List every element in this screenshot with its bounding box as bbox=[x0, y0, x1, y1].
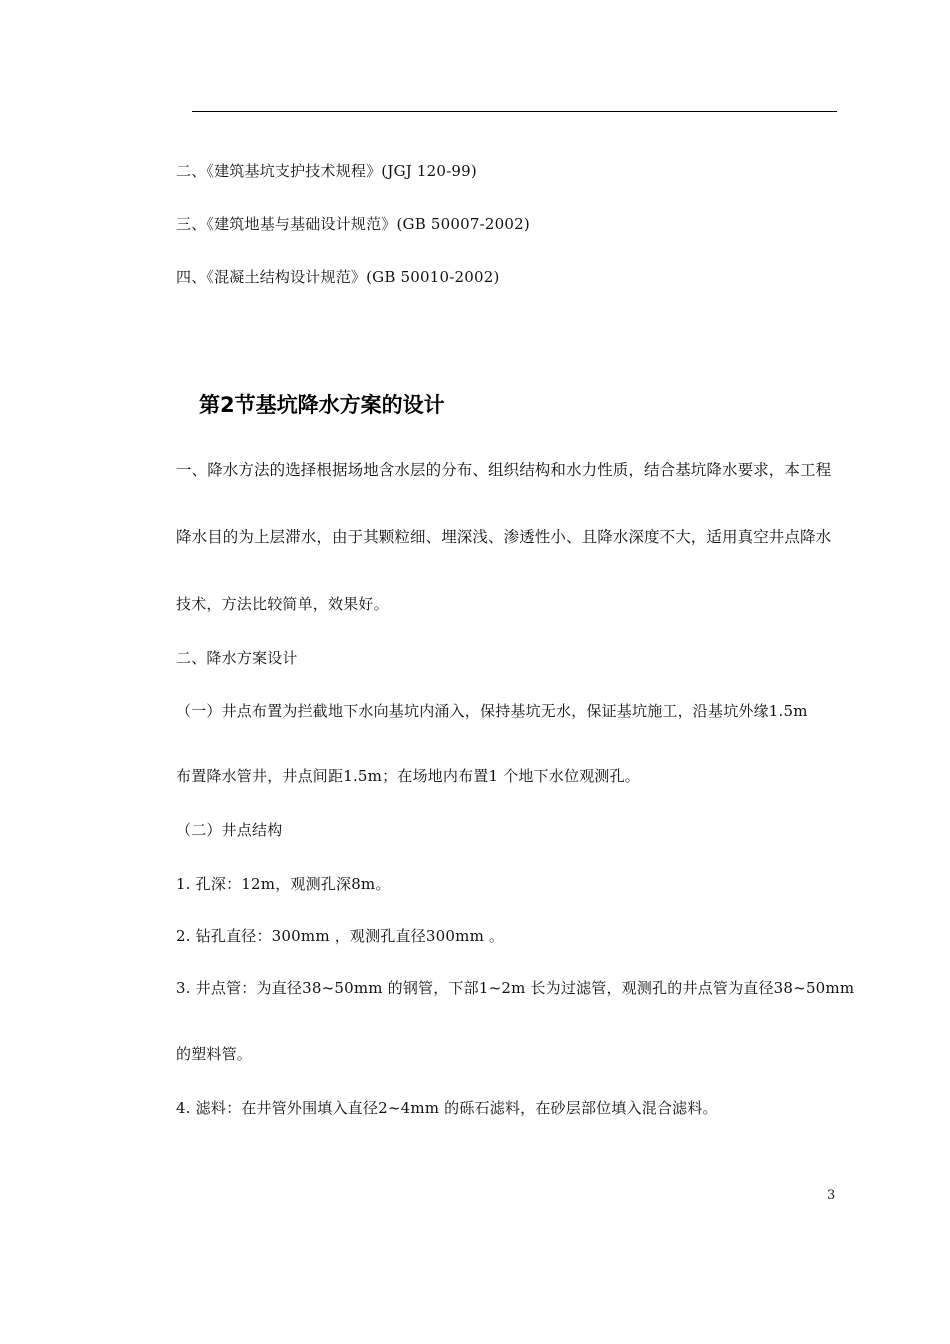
section-heading: 第2节基坑降水方案的设计 bbox=[199, 393, 445, 417]
header-rule bbox=[192, 111, 837, 112]
reference-line-3: 三、《建筑地基与基础设计规范》(GB 50007-2002) bbox=[176, 215, 530, 233]
list-item: 4. 滤料：在井管外围填入直径2~4mm 的砾石滤料，在砂层部位填入混合滤料。 bbox=[176, 1099, 718, 1117]
paragraph-line: 降水目的为上层滞水，由于其颗粒细、埋深浅、渗透性小、且降水深度不大，适用真空井点降水 bbox=[176, 528, 832, 546]
subheading-dewatering-design: 二、降水方案设计 bbox=[176, 649, 298, 667]
point-1-line: （一）井点布置为拦截地下水向基坑内涌入，保持基坑无水，保证基坑施工，沿基坑外缘1.5m bbox=[176, 702, 808, 720]
page-number: 3 bbox=[827, 1188, 836, 1203]
paragraph-line: 技术，方法比较简单，效果好。 bbox=[176, 595, 389, 613]
list-item: 2. 钻孔直径：300mm ，观测孔直径300mm 。 bbox=[176, 927, 505, 945]
point-2-title: （二）井点结构 bbox=[176, 821, 283, 839]
point-1-line: 布置降水管井，井点间距1.5m；在场地内布置1 个地下水位观测孔。 bbox=[176, 767, 640, 785]
reference-line-4: 四、《混凝土结构设计规范》(GB 50010-2002) bbox=[176, 268, 500, 286]
paragraph-line: 一、降水方法的选择根据场地含水层的分布、组织结构和水力性质，结合基坑降水要求，本工程 bbox=[176, 461, 832, 479]
list-item: 1. 孔深：12m，观测孔深8m。 bbox=[176, 875, 391, 893]
list-item: 3. 井点管：为直径38~50mm 的钢管，下部1~2m 长为过滤管，观测孔的井点管为直径38~50mm bbox=[176, 979, 855, 997]
reference-line-2: 二、《建筑基坑支护技术规程》(JGJ 120-99) bbox=[176, 162, 477, 180]
list-item: 的塑料管。 bbox=[176, 1045, 253, 1063]
